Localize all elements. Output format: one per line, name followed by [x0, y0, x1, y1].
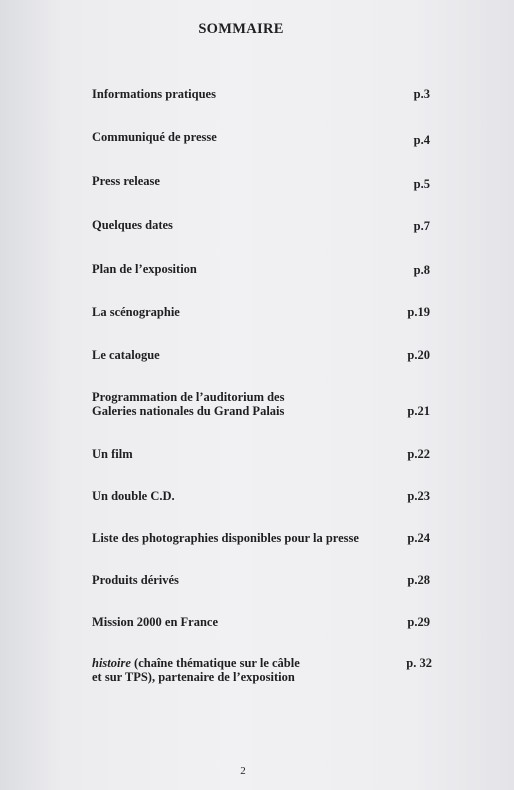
toc-entry-page: p.22	[407, 447, 430, 461]
toc-entry-label-line: Galeries nationales du Grand Palais	[92, 404, 285, 418]
toc-entry-label: Communiqué de presse	[92, 130, 217, 144]
toc-entry-label: Quelques dates	[92, 218, 173, 232]
toc-entry-page: p.28	[407, 573, 430, 587]
toc-entry-label-line: et sur TPS), partenaire de l’exposition	[92, 670, 295, 684]
toc-entry-label	[92, 656, 382, 684]
toc-entry-page: p.29	[407, 615, 430, 629]
toc-entry-label: Informations pratiques	[92, 87, 216, 101]
toc-entry-page: p.24	[407, 531, 430, 545]
toc-entry-label-rest: (chaîne thématique sur le câble	[130, 656, 300, 670]
toc-entry-label: Mission 2000 en France	[92, 615, 219, 629]
toc-entry-page: p.5	[413, 177, 430, 191]
page-number: 2	[240, 765, 246, 777]
toc-entry-label: Press release	[92, 174, 160, 188]
toc-entry-label: Un film	[92, 447, 133, 461]
toc-entry-page: p.7	[413, 219, 430, 233]
toc-entry-page: p. 32	[406, 656, 432, 670]
toc-entry-page: p.20	[407, 348, 430, 362]
toc-entry-label-italic: histoire	[92, 656, 131, 670]
toc-entry-label: La scénographie	[92, 305, 180, 319]
toc-entry-label: Un double C.D.	[92, 489, 175, 503]
toc-entry-page: p.4	[413, 133, 430, 147]
toc-entry-page: p.23	[407, 489, 430, 503]
toc-entry-label: Liste des photographies disponibles pour la presse	[92, 531, 359, 545]
toc-entry-page: p.3	[413, 87, 430, 101]
toc-entry-label: Plan de l’exposition	[92, 262, 197, 276]
toc-entry-label-line: Programmation de l’auditorium des	[92, 390, 285, 404]
toc-entry-page: p.21	[407, 404, 430, 418]
toc-entry-label: Produits dérivés	[92, 573, 179, 587]
toc-entry-label	[92, 390, 382, 418]
page-title: SOMMAIRE	[198, 21, 284, 37]
toc-entry-label: Le catalogue	[92, 348, 160, 362]
toc-entry-page: p.19	[407, 305, 430, 319]
toc-entry-page: p.8	[413, 263, 430, 277]
